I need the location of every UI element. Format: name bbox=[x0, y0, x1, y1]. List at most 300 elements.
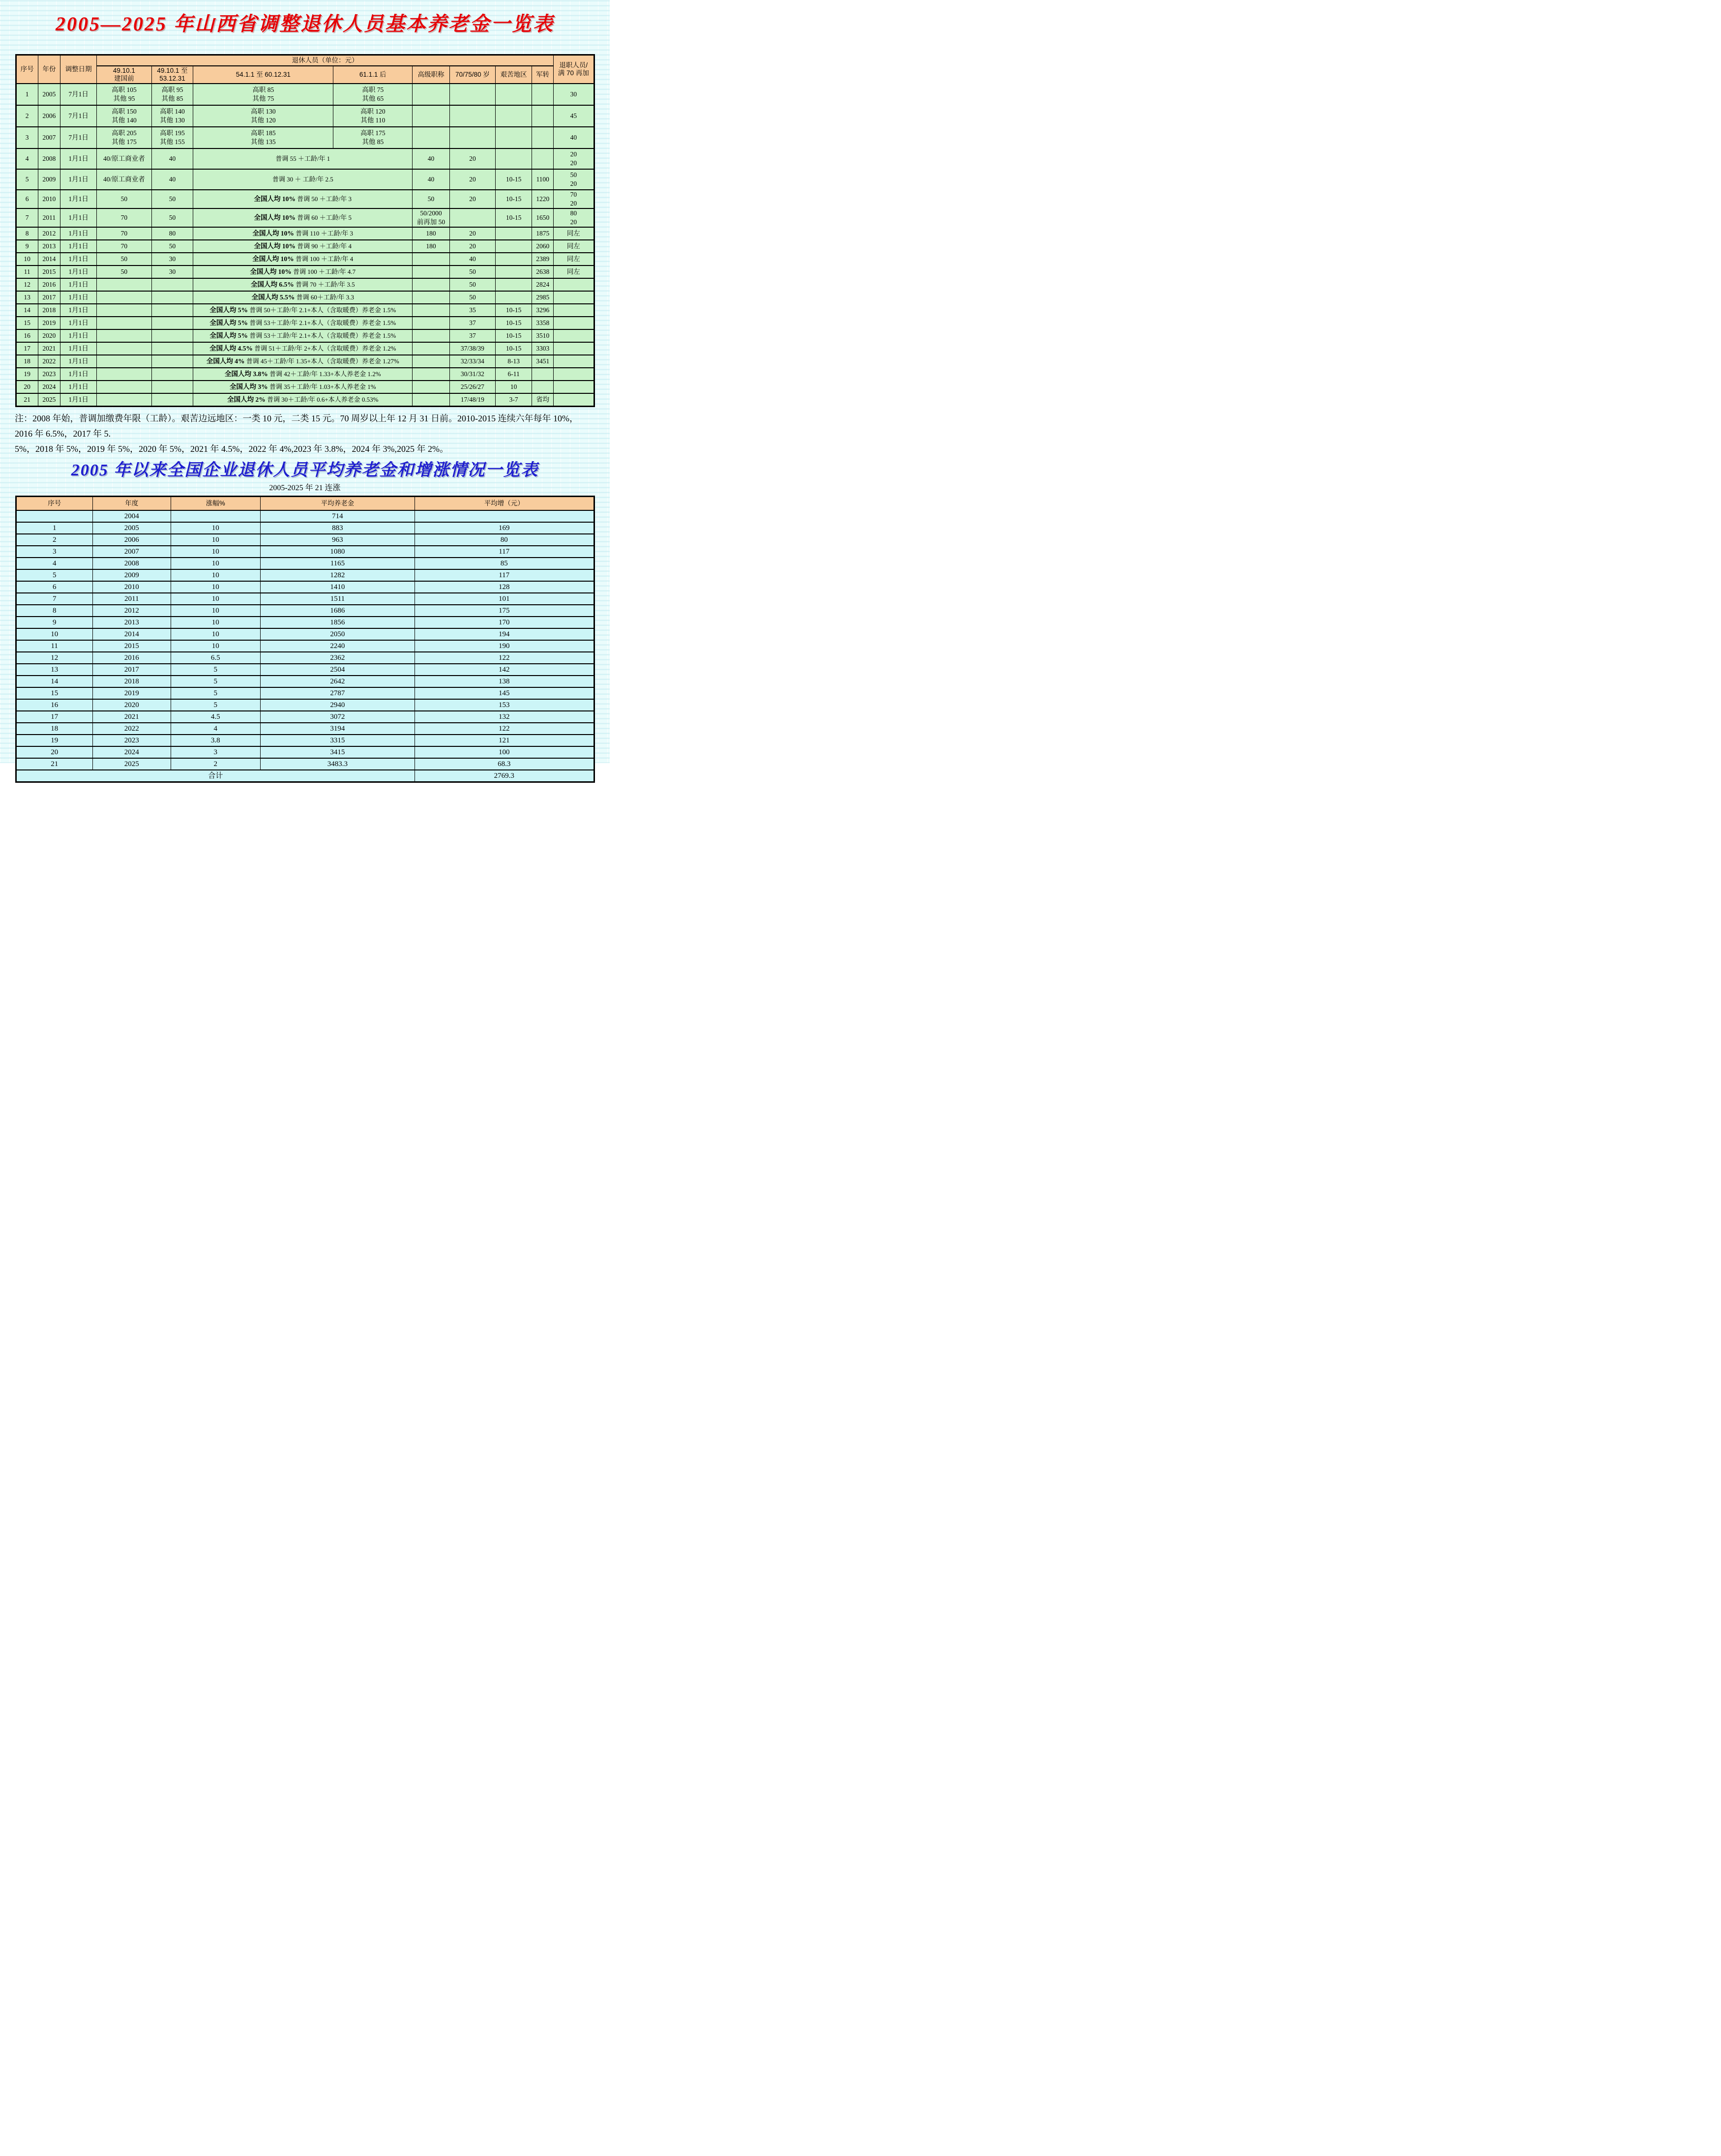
table-row bbox=[16, 699, 594, 711]
cell-year: 2008 bbox=[38, 148, 60, 169]
cell-adjustment-formula: 全国人均 4.5% 普调 51＋工龄/年 2+本人（含取暖费）养老金 1.2% bbox=[193, 342, 413, 355]
cell-military: 省均 bbox=[532, 393, 554, 407]
average-table-header bbox=[16, 497, 594, 511]
cell-military bbox=[532, 148, 554, 169]
header-cell-sub-0: 49.10.1 建国前 bbox=[97, 66, 151, 84]
cell-avg-pension: 963 bbox=[260, 534, 415, 546]
cell-adjustment-formula: 全国人均 4% 普调 45＋工龄/年 1.35+本人（含取暖费）养老金 1.27% bbox=[193, 355, 413, 368]
cell-year: 2022 bbox=[92, 723, 171, 735]
cell-hardship-area bbox=[496, 148, 532, 169]
cell-resigned-extra: 同左 bbox=[554, 253, 594, 266]
cell-year: 2016 bbox=[38, 278, 60, 291]
cell-adjustment-formula: 全国人均 10% 普调 60 ＋工龄/年 5 bbox=[193, 208, 413, 227]
header-cell-sub-2: 54.1.1 至 60.12.31 bbox=[193, 66, 333, 84]
total-label: 合计 bbox=[16, 770, 415, 782]
table-row bbox=[16, 169, 594, 190]
cell-avg-gain: 121 bbox=[415, 735, 594, 746]
cell-year: 2017 bbox=[92, 664, 171, 676]
cell-seq bbox=[16, 510, 92, 522]
header-cell-sub-6: 艰苦地区 bbox=[496, 66, 532, 84]
cell-seq: 2 bbox=[16, 534, 92, 546]
cell-increase-pct: 10 bbox=[171, 593, 260, 605]
table-row bbox=[16, 148, 594, 169]
cell-avg-pension: 2642 bbox=[260, 676, 415, 687]
cell-seq: 14 bbox=[16, 676, 92, 687]
cell-avg-pension: 3194 bbox=[260, 723, 415, 735]
table-row bbox=[16, 105, 594, 127]
cell-increase-pct: 4.5 bbox=[171, 711, 260, 723]
header-cell-3: 平均养老金 bbox=[260, 497, 415, 511]
cell-avg-gain: 175 bbox=[415, 605, 594, 617]
cell-seq: 16 bbox=[16, 699, 92, 711]
cell-avg-gain: 145 bbox=[415, 687, 594, 699]
cell-increase-pct: 10 bbox=[171, 534, 260, 546]
cell-post1961: 高职 120 其他 110 bbox=[333, 105, 413, 127]
cell-pre1949 bbox=[97, 278, 151, 291]
cell-increase-pct: 10 bbox=[171, 546, 260, 558]
header-cell-1: 年度 bbox=[92, 497, 171, 511]
cell-military: 2389 bbox=[532, 253, 554, 266]
table-row bbox=[16, 278, 594, 291]
cell-year: 2006 bbox=[38, 105, 60, 127]
footnote-line1: 注：2008 年始，普调加缴费年限（工龄）。艰苦边远地区：一类 10 元，二类 15 元。70 周岁以上年 12 月 31 日前。2010-2015 连续六年每年 10%，2016 年 6.5%，2017 年 5. bbox=[15, 413, 578, 439]
cell-avg-pension: 1165 bbox=[260, 558, 415, 569]
cell-year: 2014 bbox=[92, 628, 171, 640]
cell-year: 2005 bbox=[92, 522, 171, 534]
cell-seq: 13 bbox=[16, 291, 38, 304]
table-row bbox=[16, 711, 594, 723]
cell-hardship-area: 10-15 bbox=[496, 304, 532, 317]
cell-increase-pct: 10 bbox=[171, 569, 260, 581]
cell-year: 2014 bbox=[38, 253, 60, 266]
cell-increase-pct: 10 bbox=[171, 628, 260, 640]
cell-senior-title: 40 bbox=[413, 148, 450, 169]
cell-date: 1月1日 bbox=[60, 355, 97, 368]
table-row bbox=[16, 558, 594, 569]
cell-1949-53: 80 bbox=[151, 227, 193, 240]
table-row bbox=[16, 253, 594, 266]
cell-avg-pension: 1511 bbox=[260, 593, 415, 605]
cell-resigned-extra: 45 bbox=[554, 105, 594, 127]
cell-pre1949: 50 bbox=[97, 253, 151, 266]
header-row bbox=[16, 497, 594, 511]
cell-avg-gain: 142 bbox=[415, 664, 594, 676]
cell-date: 1月1日 bbox=[60, 148, 97, 169]
cell-increase-pct: 10 bbox=[171, 522, 260, 534]
cell-1949-53 bbox=[151, 317, 193, 329]
cell-avg-pension: 3483.3 bbox=[260, 758, 415, 770]
cell-increase-pct: 4 bbox=[171, 723, 260, 735]
header-cell-2: 涨幅% bbox=[171, 497, 260, 511]
table-row bbox=[16, 569, 594, 581]
cell-year: 2016 bbox=[92, 652, 171, 664]
table1-title: 2005—2025 年山西省调整退休人员基本养老金一览表 bbox=[56, 13, 554, 35]
cell-military: 2638 bbox=[532, 266, 554, 278]
cell-military: 1100 bbox=[532, 169, 554, 190]
cell-avg-gain: 153 bbox=[415, 699, 594, 711]
cell-year: 2012 bbox=[92, 605, 171, 617]
cell-1949-53 bbox=[151, 329, 193, 342]
cell-senior-title bbox=[413, 304, 450, 317]
cell-1949-53 bbox=[151, 355, 193, 368]
table-row bbox=[16, 329, 594, 342]
cell-age-70-75-80 bbox=[449, 208, 495, 227]
cell-pre1949: 高职 105 其他 95 bbox=[97, 84, 151, 105]
cell-pre1949 bbox=[97, 368, 151, 381]
cell-hardship-area: 10-15 bbox=[496, 317, 532, 329]
cell-seq: 11 bbox=[16, 266, 38, 278]
cell-senior-title bbox=[413, 253, 450, 266]
cell-hardship-area: 10-15 bbox=[496, 329, 532, 342]
cell-1954-60: 高职 85 其他 75 bbox=[193, 84, 333, 105]
cell-1949-53: 30 bbox=[151, 253, 193, 266]
cell-increase-pct: 10 bbox=[171, 617, 260, 628]
cell-hardship-area bbox=[496, 227, 532, 240]
cell-resigned-extra: 同左 bbox=[554, 227, 594, 240]
cell-adjustment-formula: 普调 30 ＋ 工龄/年 2.5 bbox=[193, 169, 413, 190]
cell-avg-pension: 2940 bbox=[260, 699, 415, 711]
cell-avg-pension: 1856 bbox=[260, 617, 415, 628]
cell-seq: 6 bbox=[16, 581, 92, 593]
table-row bbox=[16, 581, 594, 593]
cell-date: 1月1日 bbox=[60, 208, 97, 227]
cell-avg-gain: 100 bbox=[415, 746, 594, 758]
cell-date: 1月1日 bbox=[60, 253, 97, 266]
cell-resigned-extra bbox=[554, 329, 594, 342]
cell-seq: 1 bbox=[16, 84, 38, 105]
cell-military: 1650 bbox=[532, 208, 554, 227]
cell-1949-53: 高职 195 其他 155 bbox=[151, 127, 193, 148]
cell-avg-gain bbox=[415, 510, 594, 522]
cell-1949-53: 40 bbox=[151, 169, 193, 190]
cell-pre1949: 50 bbox=[97, 190, 151, 208]
cell-increase-pct: 6.5 bbox=[171, 652, 260, 664]
cell-1954-60: 高职 130 其他 120 bbox=[193, 105, 333, 127]
cell-military: 1220 bbox=[532, 190, 554, 208]
cell-hardship-area bbox=[496, 240, 532, 253]
cell-increase-pct: 3.8 bbox=[171, 735, 260, 746]
cell-age-70-75-80: 32/33/34 bbox=[449, 355, 495, 368]
table-row bbox=[16, 593, 594, 605]
cell-increase-pct: 2 bbox=[171, 758, 260, 770]
cell-pre1949 bbox=[97, 381, 151, 393]
cell-seq: 12 bbox=[16, 652, 92, 664]
cell-date: 1月1日 bbox=[60, 304, 97, 317]
cell-military: 3303 bbox=[532, 342, 554, 355]
cell-pre1949 bbox=[97, 317, 151, 329]
cell-military: 1875 bbox=[532, 227, 554, 240]
table-row bbox=[16, 342, 594, 355]
cell-seq: 8 bbox=[16, 227, 38, 240]
table-row bbox=[16, 605, 594, 617]
cell-seq: 3 bbox=[16, 127, 38, 148]
cell-date: 1月1日 bbox=[60, 291, 97, 304]
header-cell-seq: 序号 bbox=[16, 55, 38, 84]
cell-pre1949: 70 bbox=[97, 227, 151, 240]
cell-seq: 8 bbox=[16, 605, 92, 617]
cell-pre1949 bbox=[97, 291, 151, 304]
cell-increase-pct bbox=[171, 510, 260, 522]
cell-year: 2004 bbox=[92, 510, 171, 522]
cell-date: 7月1日 bbox=[60, 105, 97, 127]
table-row bbox=[16, 628, 594, 640]
cell-1949-53 bbox=[151, 381, 193, 393]
cell-seq: 21 bbox=[16, 393, 38, 407]
cell-age-70-75-80: 37/38/39 bbox=[449, 342, 495, 355]
cell-1949-53: 高职 95 其他 85 bbox=[151, 84, 193, 105]
cell-age-70-75-80 bbox=[449, 84, 495, 105]
cell-resigned-extra bbox=[554, 355, 594, 368]
cell-pre1949 bbox=[97, 342, 151, 355]
cell-date: 1月1日 bbox=[60, 381, 97, 393]
cell-avg-gain: 169 bbox=[415, 522, 594, 534]
table-row bbox=[16, 735, 594, 746]
cell-avg-gain: 132 bbox=[415, 711, 594, 723]
cell-year: 2005 bbox=[38, 84, 60, 105]
cell-adjustment-formula: 全国人均 3.8% 普调 42＋工龄/年 1.33+本人养老金 1.2% bbox=[193, 368, 413, 381]
cell-year: 2011 bbox=[92, 593, 171, 605]
cell-year: 2021 bbox=[38, 342, 60, 355]
cell-hardship-area bbox=[496, 291, 532, 304]
cell-avg-gain: 170 bbox=[415, 617, 594, 628]
cell-resigned-extra bbox=[554, 291, 594, 304]
cell-age-70-75-80: 35 bbox=[449, 304, 495, 317]
cell-seq: 10 bbox=[16, 628, 92, 640]
cell-seq: 2 bbox=[16, 105, 38, 127]
cell-adjustment-formula: 全国人均 10% 普调 100 ＋工龄/年 4.7 bbox=[193, 266, 413, 278]
cell-senior-title bbox=[413, 278, 450, 291]
cell-resigned-extra bbox=[554, 317, 594, 329]
cell-age-70-75-80: 20 bbox=[449, 240, 495, 253]
cell-age-70-75-80 bbox=[449, 127, 495, 148]
cell-senior-title bbox=[413, 291, 450, 304]
national-average-pension-table bbox=[15, 496, 595, 783]
cell-resigned-extra bbox=[554, 381, 594, 393]
cell-avg-pension: 2504 bbox=[260, 664, 415, 676]
cell-senior-title bbox=[413, 105, 450, 127]
cell-1954-60: 高职 185 其他 135 bbox=[193, 127, 333, 148]
table-row bbox=[16, 208, 594, 227]
cell-avg-pension: 3315 bbox=[260, 735, 415, 746]
cell-adjustment-formula: 全国人均 10% 普调 110 ＋工龄/年 3 bbox=[193, 227, 413, 240]
cell-date: 1月1日 bbox=[60, 266, 97, 278]
cell-avg-pension: 3415 bbox=[260, 746, 415, 758]
cell-avg-gain: 194 bbox=[415, 628, 594, 640]
cell-adjustment-formula: 全国人均 5% 普调 50＋工龄/年 2.1+本人（含取暖费）养老金 1.5% bbox=[193, 304, 413, 317]
cell-avg-pension: 1410 bbox=[260, 581, 415, 593]
table-row bbox=[16, 510, 594, 522]
cell-resigned-extra bbox=[554, 278, 594, 291]
pension-table-header bbox=[16, 55, 594, 84]
cell-avg-pension: 2050 bbox=[260, 628, 415, 640]
cell-year: 2010 bbox=[38, 190, 60, 208]
cell-senior-title bbox=[413, 127, 450, 148]
cell-increase-pct: 10 bbox=[171, 640, 260, 652]
table-row bbox=[16, 266, 594, 278]
table-row bbox=[16, 368, 594, 381]
cell-hardship-area: 10-15 bbox=[496, 208, 532, 227]
cell-military bbox=[532, 381, 554, 393]
cell-avg-gain: 117 bbox=[415, 569, 594, 581]
table-row bbox=[16, 546, 594, 558]
cell-year: 2015 bbox=[38, 266, 60, 278]
header-cell-4: 平均增（元） bbox=[415, 497, 594, 511]
cell-increase-pct: 5 bbox=[171, 676, 260, 687]
cell-seq: 20 bbox=[16, 746, 92, 758]
header-cell-sub-1: 49.10.1 至 53.12.31 bbox=[151, 66, 193, 84]
cell-avg-pension: 1686 bbox=[260, 605, 415, 617]
cell-1949-53: 30 bbox=[151, 266, 193, 278]
cell-age-70-75-80: 20 bbox=[449, 148, 495, 169]
cell-year: 2009 bbox=[92, 569, 171, 581]
cell-year: 2019 bbox=[92, 687, 171, 699]
cell-1949-53 bbox=[151, 304, 193, 317]
cell-pre1949: 40/原工商业者 bbox=[97, 148, 151, 169]
cell-date: 7月1日 bbox=[60, 84, 97, 105]
cell-hardship-area bbox=[496, 278, 532, 291]
cell-year: 2017 bbox=[38, 291, 60, 304]
table-row bbox=[16, 240, 594, 253]
footnote-line2: 5%，2018 年 5%，2019 年 5%，2020 年 5%，2021 年 4.5%，2022 年 4%,2023 年 3.8%，2024 年 3%,2025 年 2%。 bbox=[15, 444, 448, 454]
cell-year: 2015 bbox=[92, 640, 171, 652]
cell-seq: 4 bbox=[16, 148, 38, 169]
cell-date: 1月1日 bbox=[60, 278, 97, 291]
cell-year: 2023 bbox=[38, 368, 60, 381]
cell-1949-53: 50 bbox=[151, 240, 193, 253]
cell-seq: 17 bbox=[16, 342, 38, 355]
cell-avg-gain: 85 bbox=[415, 558, 594, 569]
cell-adjustment-formula: 全国人均 6.5% 普调 70 ＋工龄/年 3.5 bbox=[193, 278, 413, 291]
cell-adjustment-formula: 全国人均 3% 普调 35＋工龄/年 1.03+本人养老金 1% bbox=[193, 381, 413, 393]
cell-increase-pct: 5 bbox=[171, 664, 260, 676]
cell-military: 2985 bbox=[532, 291, 554, 304]
cell-avg-gain: 80 bbox=[415, 534, 594, 546]
cell-senior-title bbox=[413, 84, 450, 105]
cell-increase-pct: 3 bbox=[171, 746, 260, 758]
cell-senior-title: 50 bbox=[413, 190, 450, 208]
cell-seq: 17 bbox=[16, 711, 92, 723]
header-row-group bbox=[16, 55, 594, 66]
total-value: 2769.3 bbox=[415, 770, 594, 782]
header-cell-date: 调整日期 bbox=[60, 55, 97, 84]
cell-adjustment-formula: 全国人均 5% 普调 53＋工龄/年 2.1+本人（含取暖费）养老金 1.5% bbox=[193, 329, 413, 342]
cell-resigned-extra: 20 20 bbox=[554, 148, 594, 169]
cell-pre1949: 70 bbox=[97, 240, 151, 253]
cell-year: 2022 bbox=[38, 355, 60, 368]
header-cell-resigned: 退职人员/ 满 70 再加 bbox=[554, 55, 594, 84]
cell-age-70-75-80: 40 bbox=[449, 253, 495, 266]
cell-pre1949: 40/原工商业者 bbox=[97, 169, 151, 190]
cell-seq: 18 bbox=[16, 355, 38, 368]
header-cell-sub-7: 军转 bbox=[532, 66, 554, 84]
cell-resigned-extra bbox=[554, 368, 594, 381]
cell-avg-gain: 190 bbox=[415, 640, 594, 652]
cell-resigned-extra bbox=[554, 393, 594, 407]
cell-seq: 16 bbox=[16, 329, 38, 342]
cell-avg-pension: 883 bbox=[260, 522, 415, 534]
cell-senior-title bbox=[413, 329, 450, 342]
cell-adjustment-formula: 全国人均 5% 普调 53＋工龄/年 2.1+本人（含取暖费）养老金 1.5% bbox=[193, 317, 413, 329]
cell-1949-53: 50 bbox=[151, 208, 193, 227]
cell-1949-53 bbox=[151, 278, 193, 291]
cell-year: 2007 bbox=[92, 546, 171, 558]
cell-seq: 19 bbox=[16, 368, 38, 381]
cell-resigned-extra: 同左 bbox=[554, 240, 594, 253]
cell-1949-53: 50 bbox=[151, 190, 193, 208]
header-row-sub bbox=[16, 66, 594, 84]
cell-seq: 3 bbox=[16, 546, 92, 558]
cell-resigned-extra: 50 20 bbox=[554, 169, 594, 190]
cell-military: 2824 bbox=[532, 278, 554, 291]
table-row bbox=[16, 227, 594, 240]
cell-pre1949: 高职 150 其他 140 bbox=[97, 105, 151, 127]
cell-adjustment-formula: 全国人均 10% 普调 50 ＋工龄/年 3 bbox=[193, 190, 413, 208]
table-row bbox=[16, 393, 594, 407]
cell-year: 2010 bbox=[92, 581, 171, 593]
cell-year: 2023 bbox=[92, 735, 171, 746]
average-table-body bbox=[16, 510, 594, 782]
pension-adjustment-table bbox=[15, 54, 595, 407]
cell-year: 2013 bbox=[92, 617, 171, 628]
cell-age-70-75-80: 37 bbox=[449, 329, 495, 342]
cell-resigned-extra: 同左 bbox=[554, 266, 594, 278]
cell-seq: 5 bbox=[16, 569, 92, 581]
cell-hardship-area: 6-11 bbox=[496, 368, 532, 381]
cell-date: 1月1日 bbox=[60, 317, 97, 329]
cell-adjustment-formula: 普调 55 ＋工龄/年 1 bbox=[193, 148, 413, 169]
cell-adjustment-formula: 全国人均 2% 普调 30＋工龄/年 0.6+本人养老金 0.53% bbox=[193, 393, 413, 407]
cell-hardship-area bbox=[496, 105, 532, 127]
table-row bbox=[16, 522, 594, 534]
cell-avg-gain: 122 bbox=[415, 723, 594, 735]
cell-seq: 11 bbox=[16, 640, 92, 652]
cell-avg-gain: 101 bbox=[415, 593, 594, 605]
cell-pre1949 bbox=[97, 393, 151, 407]
cell-seq: 5 bbox=[16, 169, 38, 190]
cell-resigned-extra: 30 bbox=[554, 84, 594, 105]
footnote bbox=[15, 411, 595, 457]
cell-seq: 15 bbox=[16, 317, 38, 329]
cell-avg-pension: 2362 bbox=[260, 652, 415, 664]
cell-year: 2020 bbox=[38, 329, 60, 342]
cell-year: 2019 bbox=[38, 317, 60, 329]
cell-increase-pct: 10 bbox=[171, 581, 260, 593]
cell-seq: 20 bbox=[16, 381, 38, 393]
cell-date: 1月1日 bbox=[60, 169, 97, 190]
cell-adjustment-formula: 全国人均 5.5% 普调 60＋工龄/年 3.3 bbox=[193, 291, 413, 304]
cell-senior-title bbox=[413, 393, 450, 407]
table2-title: 2005 年以来全国企业退休人员平均养老金和增涨情况一览表 bbox=[71, 461, 539, 479]
header-cell-0: 序号 bbox=[16, 497, 92, 511]
cell-year: 2021 bbox=[92, 711, 171, 723]
cell-seq: 19 bbox=[16, 735, 92, 746]
page bbox=[0, 0, 610, 780]
table-row bbox=[16, 746, 594, 758]
cell-adjustment-formula: 全国人均 10% 普调 100 ＋工龄/年 4 bbox=[193, 253, 413, 266]
table-row bbox=[16, 758, 594, 770]
cell-year: 2024 bbox=[92, 746, 171, 758]
cell-avg-pension: 2787 bbox=[260, 687, 415, 699]
cell-age-70-75-80: 20 bbox=[449, 190, 495, 208]
cell-1949-53 bbox=[151, 368, 193, 381]
cell-avg-pension: 3072 bbox=[260, 711, 415, 723]
cell-hardship-area bbox=[496, 253, 532, 266]
cell-1949-53 bbox=[151, 393, 193, 407]
table-row bbox=[16, 723, 594, 735]
table-row bbox=[16, 664, 594, 676]
cell-resigned-extra bbox=[554, 342, 594, 355]
header-cell-retirees-group: 退休人员（单位：元） bbox=[97, 55, 554, 66]
